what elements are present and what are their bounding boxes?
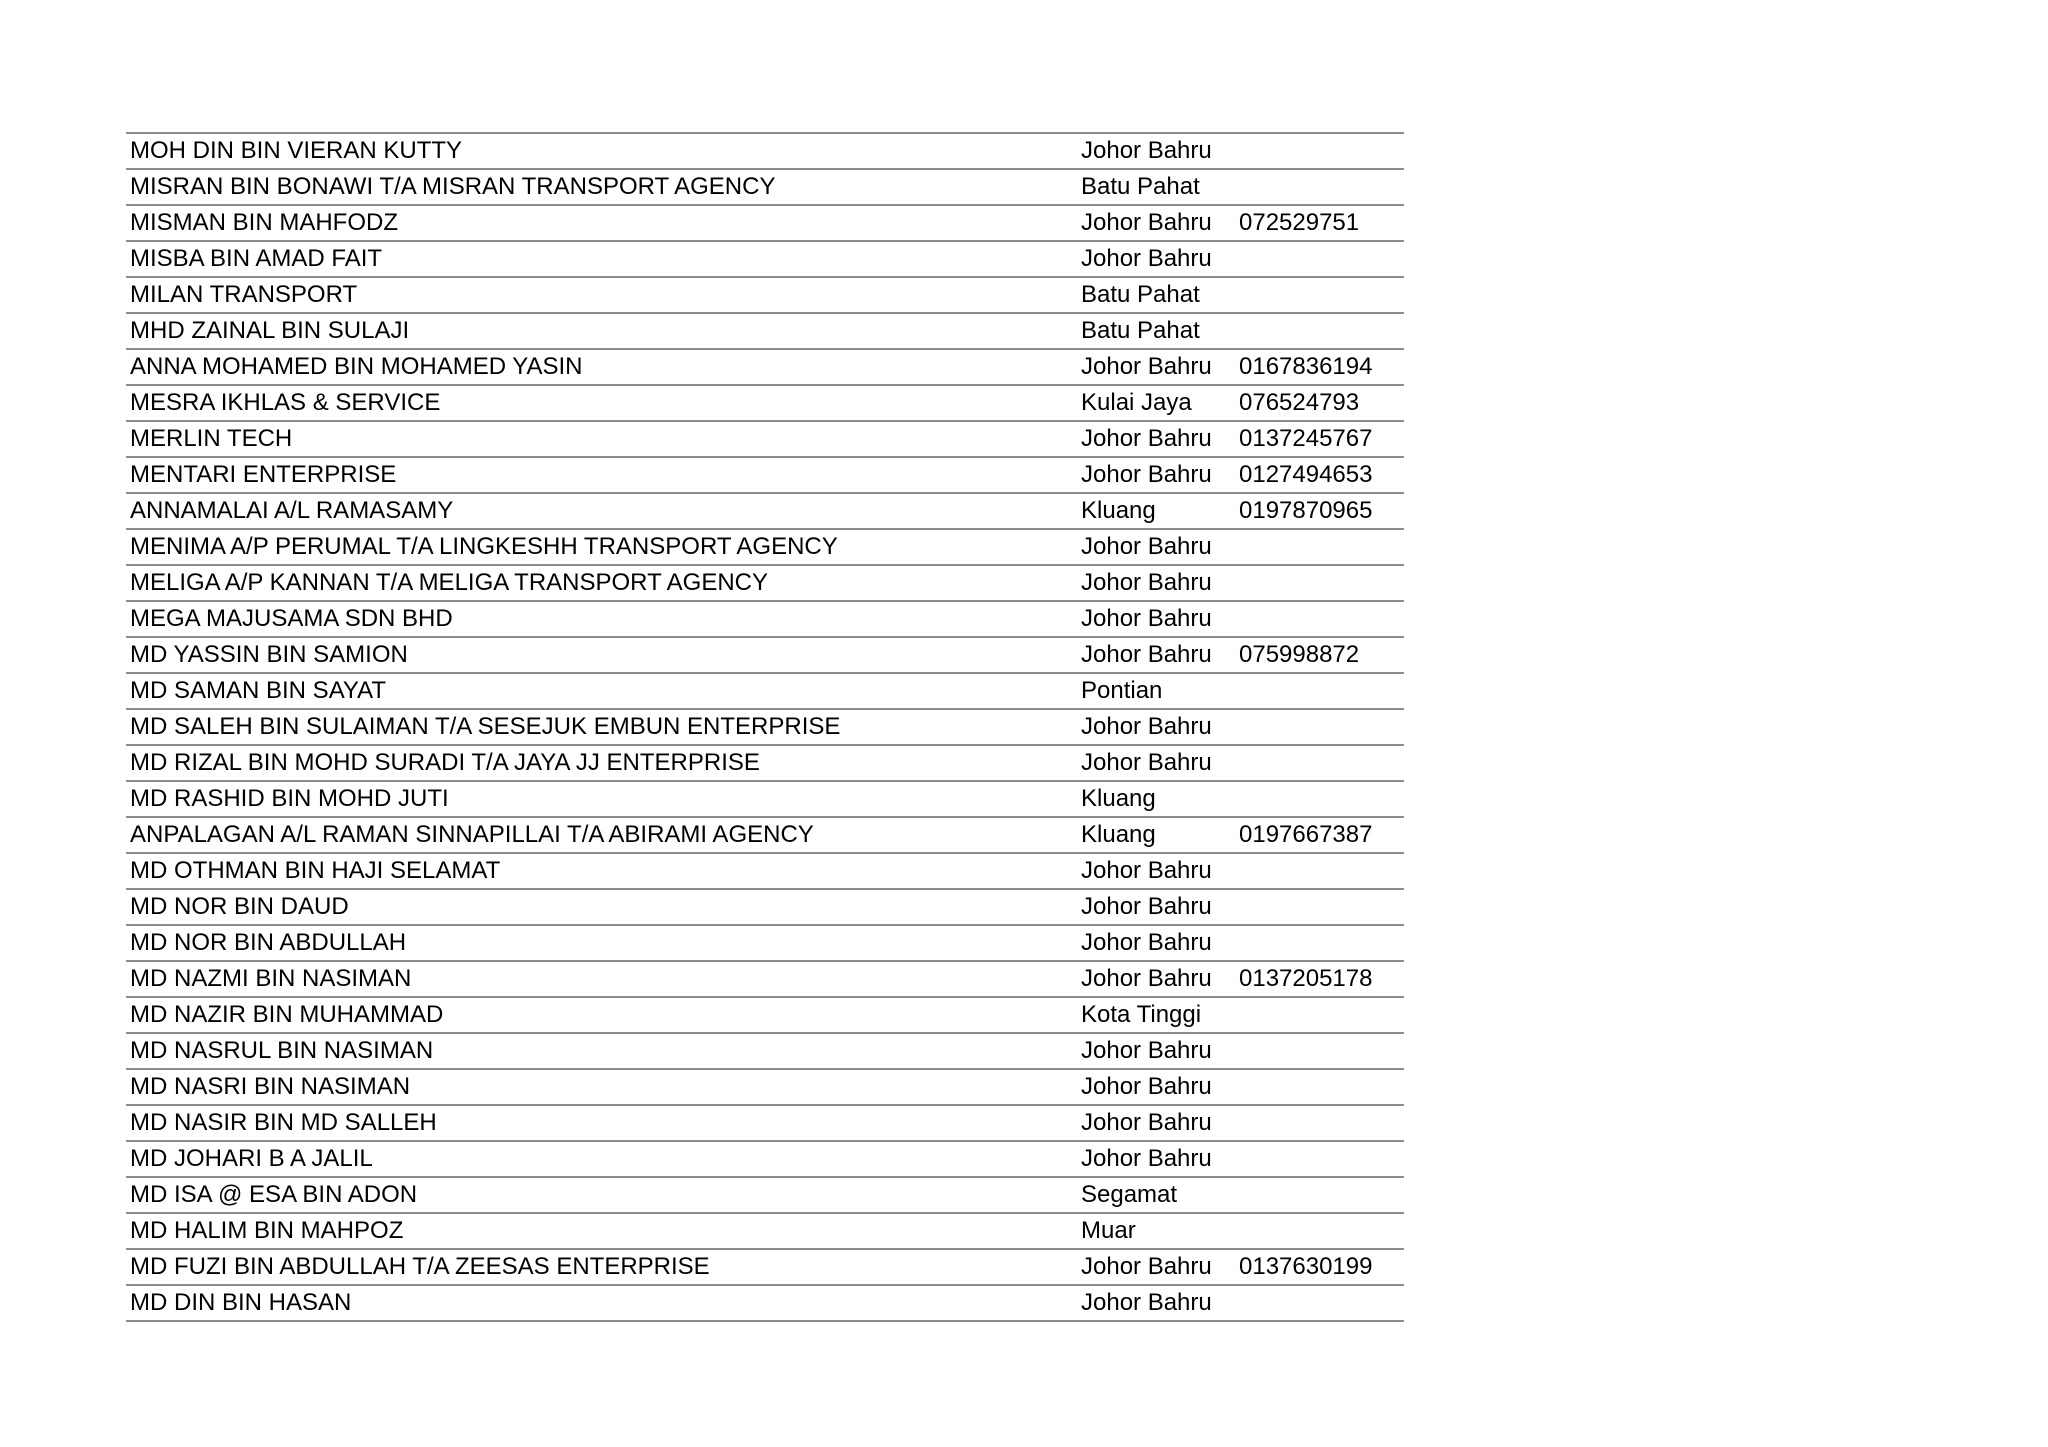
city-cell: Segamat — [1081, 1181, 1178, 1208]
table-row — [126, 350, 1404, 386]
city-cell: Muar — [1081, 1217, 1136, 1244]
table-row — [126, 710, 1404, 746]
table-row — [126, 602, 1404, 638]
phone-cell: 0137245767 — [1239, 425, 1373, 452]
city-cell: Johor Bahru — [1081, 1289, 1212, 1316]
city-cell: Pontian — [1081, 677, 1163, 704]
table-row — [126, 530, 1404, 566]
table-row — [126, 1286, 1404, 1322]
name-cell: MD ISA @ ESA BIN ADON — [130, 1181, 418, 1208]
city-cell: Kluang — [1081, 821, 1156, 848]
city-cell: Johor Bahru — [1081, 605, 1212, 632]
phone-cell: 0137205178 — [1239, 965, 1373, 992]
table-row — [126, 926, 1404, 962]
name-cell: MENTARI ENTERPRISE — [130, 461, 397, 488]
table-row — [126, 1178, 1404, 1214]
name-cell: MD NOR BIN DAUD — [130, 893, 349, 920]
table-row — [126, 206, 1404, 242]
name-cell: MISRAN BIN BONAWI T/A MISRAN TRANSPORT AGENCY — [130, 173, 776, 200]
table-row — [126, 674, 1404, 710]
name-cell: MD JOHARI B A JALIL — [130, 1145, 373, 1172]
table-row — [126, 1070, 1404, 1106]
name-cell: MD SAMAN BIN SAYAT — [130, 677, 387, 704]
city-cell: Johor Bahru — [1081, 965, 1212, 992]
name-cell: MD HALIM BIN MAHPOZ — [130, 1217, 404, 1244]
city-cell: Kulai Jaya — [1081, 389, 1192, 416]
table-row — [126, 314, 1404, 350]
table-row — [126, 890, 1404, 926]
contact-table — [126, 132, 1404, 1322]
name-cell: ANNA MOHAMED BIN MOHAMED YASIN — [130, 353, 583, 380]
city-cell: Johor Bahru — [1081, 137, 1212, 164]
table-row — [126, 494, 1404, 530]
table-row — [126, 422, 1404, 458]
name-cell: MELIGA A/P KANNAN T/A MELIGA TRANSPORT AGENCY — [130, 569, 769, 596]
phone-cell: 0197667387 — [1239, 821, 1373, 848]
name-cell: MD NAZIR BIN MUHAMMAD — [130, 1001, 444, 1028]
name-cell: MHD ZAINAL BIN SULAJI — [130, 317, 410, 344]
city-cell: Johor Bahru — [1081, 857, 1212, 884]
city-cell: Batu Pahat — [1081, 281, 1200, 308]
name-cell: MD NASIR BIN MD SALLEH — [130, 1109, 437, 1136]
city-cell: Kota Tinggi — [1081, 1001, 1202, 1028]
table-row — [126, 386, 1404, 422]
city-cell: Johor Bahru — [1081, 1073, 1212, 1100]
table-row — [126, 782, 1404, 818]
city-cell: Johor Bahru — [1081, 893, 1212, 920]
table-row — [126, 170, 1404, 206]
phone-cell: 0127494653 — [1239, 461, 1373, 488]
table-row — [126, 458, 1404, 494]
city-cell: Kluang — [1081, 497, 1156, 524]
city-cell: Johor Bahru — [1081, 209, 1212, 236]
city-cell: Johor Bahru — [1081, 1109, 1212, 1136]
table-row — [126, 1142, 1404, 1178]
name-cell: MD DIN BIN HASAN — [130, 1289, 352, 1316]
table-row — [126, 278, 1404, 314]
table-row — [126, 242, 1404, 278]
table-row — [126, 638, 1404, 674]
city-cell: Kluang — [1081, 785, 1156, 812]
name-cell: MESRA IKHLAS & SERVICE — [130, 389, 441, 416]
city-cell: Johor Bahru — [1081, 641, 1212, 668]
phone-cell: 0167836194 — [1239, 353, 1373, 380]
name-cell: MD RIZAL BIN MOHD SURADI T/A JAYA JJ ENTERPRISE — [130, 749, 760, 776]
phone-cell: 076524793 — [1239, 389, 1360, 416]
name-cell: ANNAMALAI A/L RAMASAMY — [130, 497, 454, 524]
phone-cell: 0137630199 — [1239, 1253, 1373, 1280]
table-row — [126, 1250, 1404, 1286]
table-row — [126, 1214, 1404, 1250]
city-cell: Johor Bahru — [1081, 749, 1212, 776]
table-row — [126, 1106, 1404, 1142]
name-cell: MD NAZMI BIN NASIMAN — [130, 965, 412, 992]
name-cell: MILAN TRANSPORT — [130, 281, 358, 308]
name-cell: ANPALAGAN A/L RAMAN SINNAPILLAI T/A ABIRAMI AGENCY — [130, 821, 814, 848]
city-cell: Johor Bahru — [1081, 569, 1212, 596]
name-cell: MD NASRI BIN NASIMAN — [130, 1073, 411, 1100]
city-cell: Johor Bahru — [1081, 929, 1212, 956]
city-cell: Johor Bahru — [1081, 533, 1212, 560]
name-cell: MEGA MAJUSAMA SDN BHD — [130, 605, 453, 632]
table-row — [126, 134, 1404, 170]
table-row — [126, 566, 1404, 602]
table-row — [126, 962, 1404, 998]
city-cell: Johor Bahru — [1081, 713, 1212, 740]
city-cell: Johor Bahru — [1081, 353, 1212, 380]
name-cell: MD NASRUL BIN NASIMAN — [130, 1037, 434, 1064]
name-cell: MOH DIN BIN VIERAN KUTTY — [130, 137, 463, 164]
table-row — [126, 818, 1404, 854]
city-cell: Batu Pahat — [1081, 173, 1200, 200]
city-cell: Johor Bahru — [1081, 245, 1212, 272]
name-cell: MISBA BIN AMAD FAIT — [130, 245, 383, 272]
city-cell: Johor Bahru — [1081, 1253, 1212, 1280]
phone-cell: 072529751 — [1239, 209, 1360, 236]
table-row — [126, 998, 1404, 1034]
name-cell: MD RASHID BIN MOHD JUTI — [130, 785, 449, 812]
city-cell: Johor Bahru — [1081, 425, 1212, 452]
city-cell: Johor Bahru — [1081, 1037, 1212, 1064]
name-cell: MERLIN TECH — [130, 425, 293, 452]
city-cell: Batu Pahat — [1081, 317, 1200, 344]
name-cell: MD YASSIN BIN SAMION — [130, 641, 408, 668]
table-row — [126, 854, 1404, 890]
phone-cell: 075998872 — [1239, 641, 1360, 668]
name-cell: MD NOR BIN ABDULLAH — [130, 929, 407, 956]
city-cell: Johor Bahru — [1081, 461, 1212, 488]
name-cell: MISMAN BIN MAHFODZ — [130, 209, 398, 236]
name-cell: MD OTHMAN BIN HAJI SELAMAT — [130, 857, 501, 884]
name-cell: MD FUZI BIN ABDULLAH T/A ZEESAS ENTERPRISE — [130, 1253, 710, 1280]
table-row — [126, 746, 1404, 782]
table-row — [126, 1034, 1404, 1070]
name-cell: MENIMA A/P PERUMAL T/A LINGKESHH TRANSPORT AGENCY — [130, 533, 838, 560]
name-cell: MD SALEH BIN SULAIMAN T/A SESEJUK EMBUN ENTERPRISE — [130, 713, 841, 740]
city-cell: Johor Bahru — [1081, 1145, 1212, 1172]
phone-cell: 0197870965 — [1239, 497, 1373, 524]
